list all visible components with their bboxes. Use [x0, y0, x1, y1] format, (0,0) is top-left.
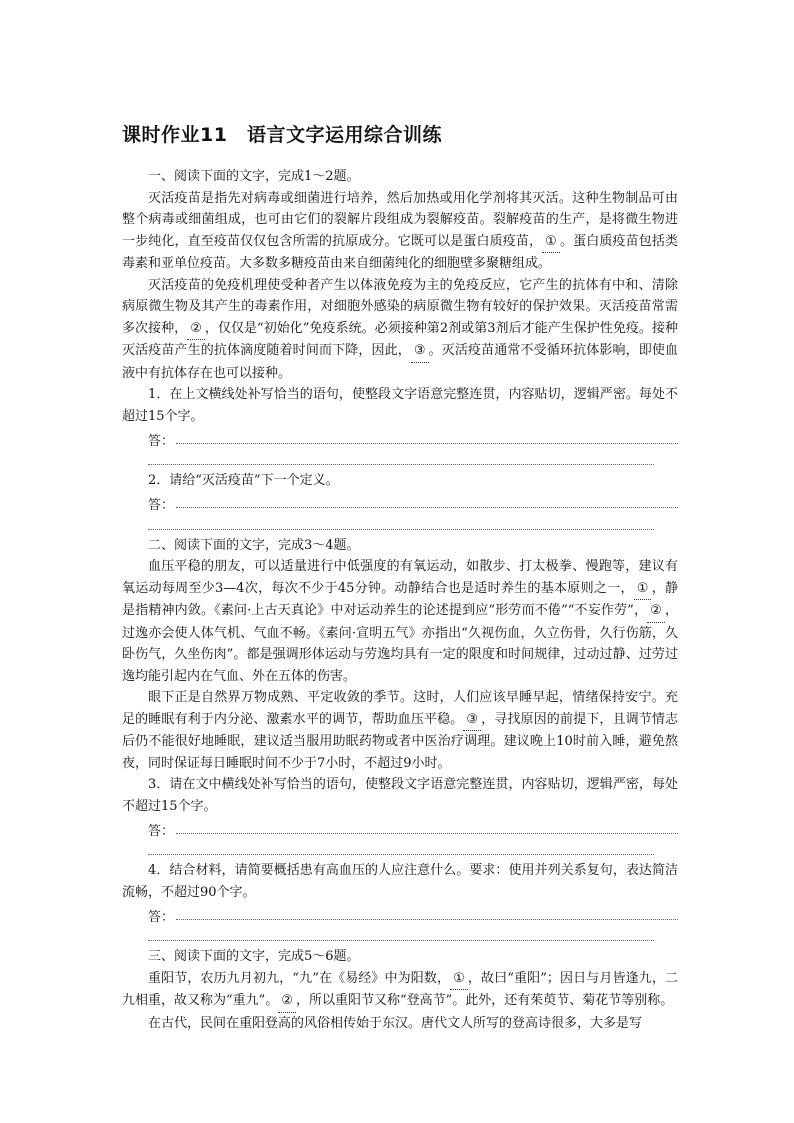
- paragraph-text: 眼下正是自然界万物成熟、平定收敛的季节。这时，人们应该早睡早起，情绪保持安宁。充足的睡眠有利于内分泌、激素水平的调节，帮助血压平稳。: [122, 690, 678, 727]
- paragraph-text: ，仅仅是“初始化”免疫系统。必须接种第2剂或第3剂后才能产生保护性免疫。接种灭活疫苗产生的抗体滴度随着时间而下降，因此，: [122, 320, 678, 358]
- paragraph-text: ，故曰“重阳”；因日与月皆逢九，二九相重，故又称为“重九”。: [122, 970, 679, 1008]
- section3-heading: 三、阅读下面的文字，完成5～6题。: [148, 949, 360, 964]
- blank-3: ③: [411, 340, 429, 363]
- paragraph-text: 血压平稳的朋友，可以适量进行中低强度的有氧运动，如散步、打太极拳、慢跑等，建议有氧运动每周至少3—4次，每次不少于45分钟。动静结合也是适时养生的基本原则之一，: [122, 559, 678, 596]
- paragraph-text: ，静是指精神内敛。《素问·上古天真论》中对运动养生的论述提到应“形劳而不倦”“不妄作劳”，: [122, 580, 678, 618]
- paragraph-text: 灭活疫苗是指先对病毒或细菌进行培养，然后加热或用化学剂将其灭活。这种生物制品可由整个病毒或细菌组成，也可由它们的裂解片段组成为裂解疫苗。裂解疫苗的生产，是将微生物进一步纯化，直至疫苗仅仅包含所需的抗原成分。它既可以是蛋白质疫苗，: [122, 190, 678, 249]
- question-2: 2．请给“灭活疫苗”下一个定义。: [148, 473, 339, 488]
- section3-paragraph-2: 在古代，民间在重阳登高的风俗相传始于东汉。唐代文人所写的登高诗很多，大多是写: [148, 1015, 643, 1031]
- answer-line-q1-2[interactable]: [148, 449, 654, 471]
- paragraph-text: 。蛋白质疫苗包括类毒素和亚单位疫苗。大多数多糖疫苗由来自细菌纯化的细胞壁多聚糖组成。: [122, 233, 678, 271]
- section1-paragraph-2: [122, 275, 678, 385]
- paragraph-text: 重阳节，农历九月初九，“九”在《易经》中为阳数，: [148, 970, 451, 986]
- section1-paragraph-1: [122, 188, 678, 275]
- paragraph-text: 灭活疫苗的免疫机理使受种者产生以体液免疫为主的免疫反应，它产生的抗体有中和、清除病原微生物及其产生的毒素作用，对细胞外感染的病原微生物有较好的保护效果。灭活疫苗常需多次接种，: [122, 277, 678, 336]
- question-4: 4．结合材料，请简要概括患有高血压的人应注意什么。要求：使用并列关系复句，表达简洁流畅，不超过90个字。: [122, 863, 678, 900]
- answer-dots: [176, 507, 678, 508]
- blank-2: ②: [278, 990, 296, 1013]
- blank-1: ①: [450, 968, 468, 991]
- answer-dots: [176, 919, 678, 920]
- paragraph-text: ，寻找原因的前提下，且调节情志后仍不能很好地睡眠，建议适当服用助眠药物或者中医治疗调理。建议晚上10时前入睡，避免熬夜，同时保证每日睡眠时间不少于7小时，不超过9小时。: [122, 711, 678, 771]
- answer-label: 答：: [148, 823, 175, 839]
- answer-line-q3-2[interactable]: [148, 839, 654, 861]
- paragraph-text: ，所以重阳节又称“登高节”。此外，还有茱萸节、菊花节等别称。: [295, 993, 674, 1008]
- section3-paragraph-1: [122, 968, 678, 1013]
- answer-line-q3[interactable]: [122, 817, 678, 839]
- section2-paragraph-1: [122, 556, 678, 687]
- section2-paragraph-2: [122, 687, 678, 774]
- blank-3: ③: [463, 709, 481, 732]
- answer-label: 答：: [148, 433, 175, 449]
- answer-line-q1[interactable]: [122, 427, 678, 449]
- answer-line-q4[interactable]: [122, 903, 678, 925]
- blank-1: ①: [634, 578, 652, 601]
- paragraph-text: ，过逸亦会使人体气机、气血不畅。《素问·宣明五气》亦指出“久视伤血，久立伤骨，久行伤筋，久卧伤气，久坐伤肉”。都是强调形体运动与劳逸均具有一定的限度和时间规律，过动过静、过劳过逸均能引起内在气血、外在五体的伤害。: [122, 603, 678, 684]
- answer-line-q2[interactable]: [122, 492, 678, 514]
- answer-label: 答：: [148, 909, 175, 925]
- paragraph-text: 。灭活疫苗通常不受循环抗体影响，即使血液中有抗体存在也可以接种。: [122, 343, 678, 381]
- answer-line-q2-2[interactable]: [148, 513, 654, 535]
- document-page: [122, 118, 678, 1034]
- answer-dots: [176, 833, 678, 834]
- blank-2: ②: [647, 600, 665, 623]
- page-title: 课时作业11 语言文字运用综合训练: [122, 124, 442, 146]
- blank-2: ②: [187, 318, 205, 341]
- question-3: 3．请在文中横线处补写恰当的语句，使整段文字语意完整连贯，内容贴切，逻辑严密，每处不超过15个字。: [122, 777, 678, 814]
- blank-1: ①: [542, 231, 560, 254]
- answer-label: 答：: [148, 498, 175, 513]
- section2-heading: 二、阅读下面的文字，完成3～4题。: [148, 537, 360, 553]
- answer-line-q4-2[interactable]: [148, 925, 654, 947]
- section1-heading: 一、阅读下面的文字，完成1～2题。: [148, 169, 360, 184]
- answer-dots: [176, 443, 678, 444]
- question-1: 1．在上文横线处补写恰当的语句，使整段文字语意完整连贯，内容贴切，逻辑严密。每处不超过15个字。: [122, 387, 678, 424]
